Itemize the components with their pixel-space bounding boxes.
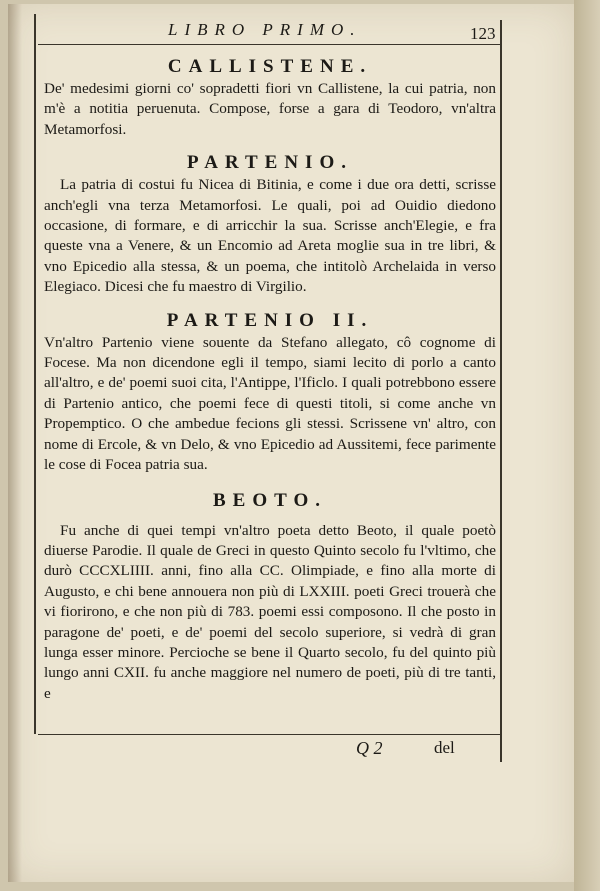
- book-page: [8, 4, 574, 882]
- page-number: 123: [470, 24, 496, 43]
- section-heading-partenio: PARTENIO.: [187, 152, 353, 174]
- running-title: LIBRO PRIMO.: [168, 20, 362, 39]
- left-margin-rule: [34, 14, 36, 734]
- section-heading-callistene: CALLISTENE.: [167, 56, 373, 77]
- signature-mark: Q 2: [356, 738, 383, 758]
- section-heading-partenio-ii: PARTENIO II.: [166, 309, 374, 331]
- paragraph-partenio: La patria di costui fu Nicea di Bitinia, e come i due ora detti, scrisse anch'egli vna terza Metamorfosi. Le quali, poi ad Ouidio diedono occasione, di formare, e di arricchir la sua. Scrisse anch'Elegie, e fra queste vna a Venere, & un Encomio ad Areta moglie sua in tre libri, & vno Epicedio alla stessa, & un poema, che intitolò Archelaida in verso Elegiaco. Dicesi che fu maestro di Virgilio.: [44, 176, 496, 296]
- section-heading-beoto: BEOTO.: [213, 489, 327, 511]
- paragraph-callistene: De' medesimi giorni co' sopradetti fiori vn Callistene, la cui patria, non m'è a notitia peruenuta. Compose, forse a gara di Teodoro, vn'altra Metamorfosi.: [44, 80, 496, 138]
- catchword: del: [434, 738, 455, 757]
- paragraph-partenio-ii: Vn'altro Partenio viene souente da Stefano allegato, cô cognome di Focese. Ma non dicendone egli il tempo, siami lecito di porlo a canto all'altro, e de' poemi suoi cita, l'Antippe, l'Ificlo. I quali potrebbono essere di Partenio antico, che poemi fece di questi titoli, si come anche vn Propemptico. O che ambedue fecions gli stessi. Scrissene vn' altro, con nome di Ercole, & vn Delo, & vno Epicedio ad Aussitemi, fece parimente le cose di Focea patria sua.: [44, 333, 496, 474]
- paragraph-beoto: Fu anche di quei tempi vn'altro poeta detto Beoto, il quale poetò diuerse Parodie. Il quale de Greci in questo Quinto secolo fu l'vltimo, che durò CCCXLIIII. anni, fino alla CC. Olimpiade, e fino alla morte di Augusto, e chi bene annouera non più di LXXIII. poeti Greci trouerà che vi fiorirono, e che non più di 783. poemi essi composono. Il che posto in paragone de' poeti, e de' poemi del secolo superiore, si vedrà di gran lunga esser minore. Percioche se bene il Quarto secolo, fu del quinto più lungo anni CXII. fu anche maggiore nel numero de poeti, più di tre tanti, e: [44, 521, 496, 702]
- page-header: [38, 14, 508, 42]
- page-footer: [38, 738, 500, 762]
- facing-page-edge: [574, 0, 600, 891]
- header-rule: [38, 44, 500, 45]
- bottom-rule: [38, 734, 500, 735]
- right-margin-rule: [500, 20, 502, 762]
- main-text: [44, 54, 496, 704]
